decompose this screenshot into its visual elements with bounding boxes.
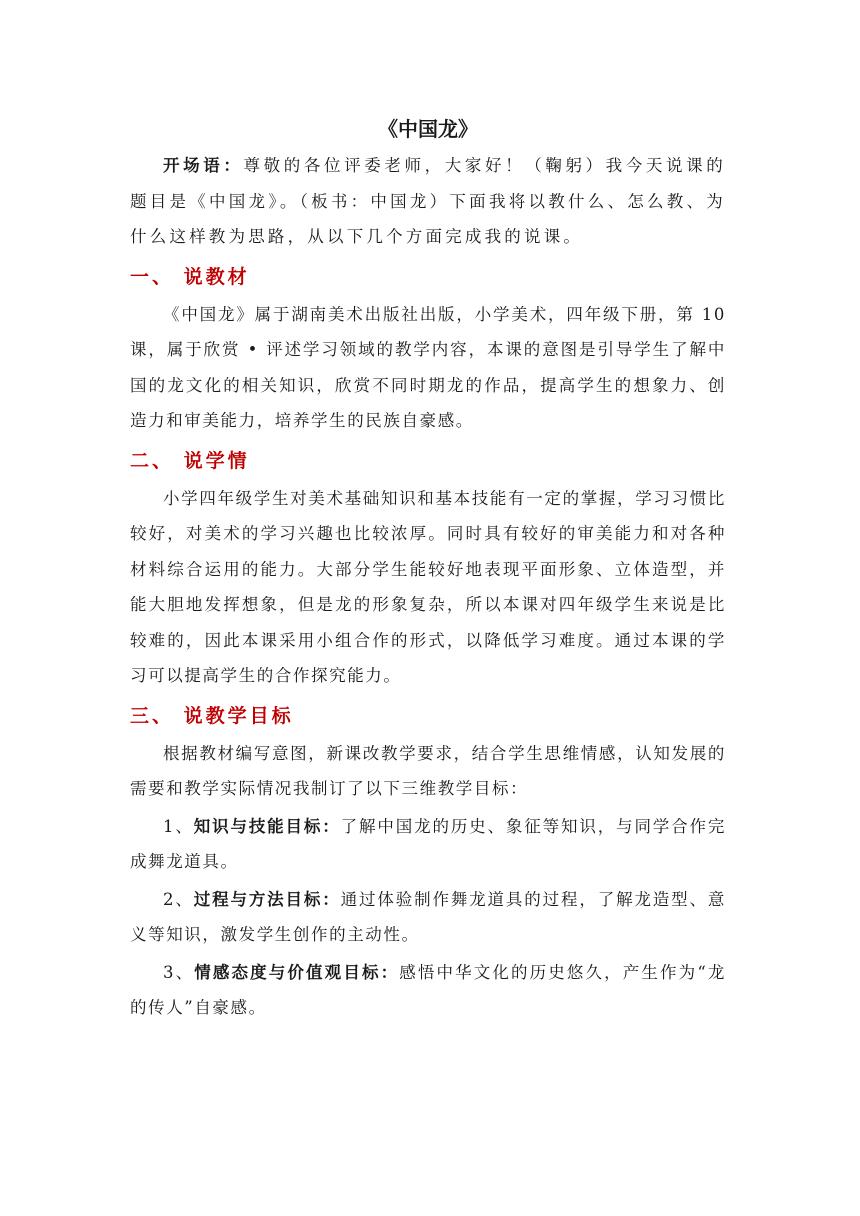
document-title: 《中国龙》 — [378, 117, 478, 141]
opening-text: 尊敬的各位评委老师，大家好！（鞠躬）我今天说课的题目是《中国龙》。（板书：中国龙）下面我将以教什么、怎么教、为什么这样教为思路，从以下几个方面完成我的说课。 — [130, 156, 726, 246]
goal-number: 3、 — [163, 962, 195, 982]
goal-number: 1、 — [163, 816, 194, 836]
goal-item — [130, 955, 726, 1026]
goal-item — [130, 809, 726, 880]
goal-label: 情感态度与价值观目标： — [194, 962, 400, 982]
goal-text: 感悟中华文化的历史悠久，产生作为“龙的传人”自豪感。 — [130, 962, 726, 1017]
goal-label: 知识与技能目标： — [193, 816, 341, 836]
goal-text: 通过体验制作舞龙道具的过程，了解龙造型、意义等知识，激发学生创作的主动性。 — [130, 889, 726, 944]
textbook-paragraph: 《中国龙》属于湖南美术出版社出版，小学美术，四年级下册，第 10 课，属于欣赏 • 评述学习领域的教学内容，本课的意图是引导学生了解中国的龙文化的相关知识，欣赏不同时期龙的作品，提高学生的想象力、创造力和审美能力，培养学生的民族自豪感。 — [130, 304, 726, 430]
section-heading-objectives: 三、 说教学目标 — [130, 704, 294, 727]
section-heading-students: 二、 说学情 — [130, 449, 250, 472]
goal-item — [130, 882, 726, 953]
students-paragraph: 小学四年级学生对美术基础知识和基本技能有一定的掌握，学习习惯比较好，对美术的学习兴趣也比较浓厚。同时具有较好的审美能力和对各种材料综合运用的能力。大部分学生能较好地表现平面形象、立体造型，并能大胆地发挥想象，但是龙的形象复杂，所以本课对四年级学生来说是比较难的，因此本课采用小组合作的形式，以降低学习难度。通过本课的学习可以提高学生的合作探究能力。 — [130, 488, 726, 685]
goal-text: 了解中国龙的历史、象征等知识，与同学合作完成舞龙道具。 — [130, 816, 726, 871]
document-body — [130, 112, 726, 1026]
opening-label: 开场语： — [163, 156, 244, 175]
opening-paragraph — [130, 148, 726, 255]
goal-number: 2、 — [163, 889, 194, 909]
objectives-intro-paragraph: 根据教材编写意图，新课改教学要求，结合学生思维情感，认知发展的需要和教学实际情况我制订了以下三维教学目标： — [130, 743, 726, 798]
section-heading-textbook: 一、 说教材 — [130, 265, 250, 288]
goal-label: 过程与方法目标： — [193, 889, 341, 909]
